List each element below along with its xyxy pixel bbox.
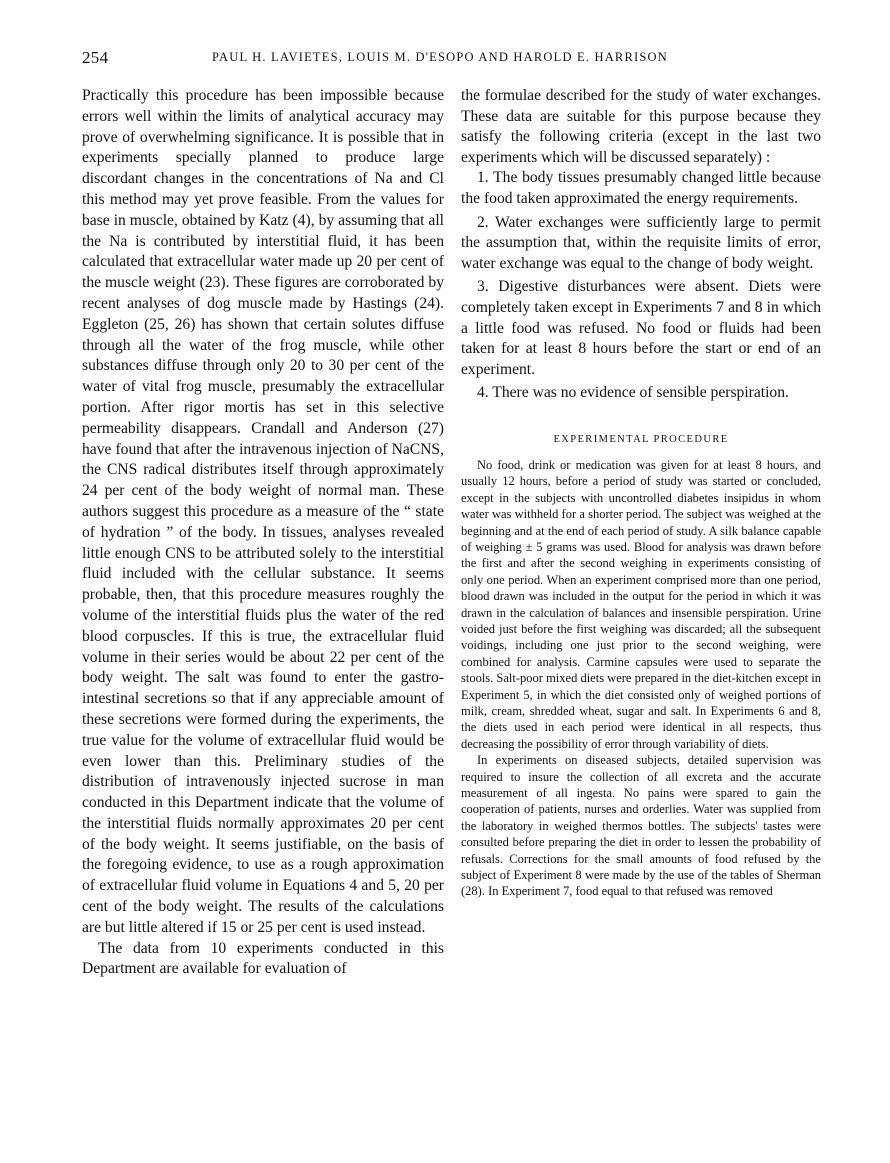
body-paragraph: The data from 10 experiments conducted in this Department are available for evaluation of xyxy=(82,939,444,978)
procedure-paragraph: In experiments on diseased subjects, detailed supervision was required to insure the collection of all excreta and the accurate measurement of all ingesta. No pains were spared to gain the cooperation of patients, nurses and orderlies. Water was supplied from the laboratory in weighed thermos bottles. The subjects' tastes were consulted before preparing the diet in order to lessen the probability of refusals. Corrections for the small amounts of food refused by the subject of Experiment 8 were made by the use of the tables of Sherman (28). In Experiment 7, food equal to that refused was removed xyxy=(461,753,821,899)
criterion-item: 1. The body tissues presumably changed little because the food taken approximated the energy requirements. xyxy=(461,169,821,207)
page-header xyxy=(82,48,822,72)
body-paragraph: Practically this procedure has been impossible because errors well within the limits of analytical accuracy may prove of overwhelming significance. It is possible that in experiments specially planned to produce large discordant changes in the concentrations of Na and Cl this method may yet prove feasible. From the values for base in muscle, obtained by Katz (4), by assuming that all the Na is contributed by interstitial fluid, it has been calculated that extracellular water made up 20 per cent of the muscle weight (23). These figures are corroborated by recent analyses of dog muscle made by Hastings (24). Eggleton (25, 26) has shown that certain solutes diffuse through all the water of the frog muscle, while other substances diffuse through only 20 to 30 per cent of the water of vital frog muscle, presumably the extracellular portion. After rigor mortis has set in this selective permeability disappears. Crandall and Anderson (27) have found that after the intravenous injection of NaCNS, the CNS radical distributes itself through approximately 24 per cent of the body weight of normal man. These authors suggest this procedure as a measure of the “ state of hydration ” of the body. In tissues, analyses revealed little enough CNS to be attributed solely to the interstitial fluid included with the cellular substance. It seems probable, then, that this procedure measures roughly the volume of the interstitial fluids plus the water of the red blood corpuscles. If this is true, the extracellular fluid volume in their series would be about 22 per cent of the body weight. The salt was found to enter the gastro-intestinal secretions so that if any appreciable amount of these secretions were formed during the experiments, the true value for the volume of extracellular fluid would be even lower than this. Preliminary studies of the distribution of intravenously injected sucrose in man conducted in this Department indicate that the volume of the interstitial fluids normally approximates 20 per cent of the body weight. It seems justifiable, on the basis of the foregoing evidence, to use as a rough approximation of extracellular fluid volume in Equations 4 and 5, 20 per cent of the body weight. The results of the calculations are but little altered if 15 or 25 per cent is used instead. xyxy=(82,87,444,936)
body-paragraph: the formulae described for the study of water exchanges. These data are suitable for this purpose because they satisfy the following criteria (except in the last two experiments which will be discussed separately) : xyxy=(461,87,821,166)
section-heading: EXPERIMENTAL PROCEDURE xyxy=(553,433,729,445)
left-column xyxy=(82,86,444,980)
page-number: 254 xyxy=(82,48,109,67)
procedure-paragraph: No food, drink or medication was given for at least 8 hours, and usually 12 hours, before a period of study was started or concluded, except in the subjects with uncontrolled diabetes insipidus in whom water was withheld for a shorter period. The subject was weighed at the beginning and at the end of each period of study. A silk balance capable of weighing ± 5 grams was used. Blood for analysis was drawn before the first and after the second weighing in experiments consisting of only one period. When an experiment comprised more than one period, blood drawn was included in the output for the period in which it was drawn in the calculation of balances and insensible perspiration. Urine voided just before the first weighing was discarded; all the subsequent voidings, including one just prior to the second weighing, were combined for analysis. Carmine capsules were used to separate the stools. Salt-poor mixed diets were prepared in the diet-kitchen except in Experiment 5, in which the diet consisted only of weighed portions of milk, cream, shredded wheat, sugar and salt. In Experiments 6 and 8, the diets used in each period were identical in all respects, thus decreasing the possibility of error through variability of diets. xyxy=(461,457,821,751)
criterion-item: 4. There was no evidence of sensible perspiration. xyxy=(477,384,789,402)
right-column xyxy=(461,86,821,900)
running-head: PAUL H. LAVIETES, LOUIS M. D'ESOPO AND HAROLD E. HARRISON xyxy=(212,50,668,64)
criterion-item: 2. Water exchanges were sufficiently large to permit the assumption that, within the requisite limits of error, water exchange was equal to the change of body weight. xyxy=(461,213,821,272)
criteria-list xyxy=(461,168,821,404)
criterion-item: 3. Digestive disturbances were absent. Diets were completely taken except in Experiments 7 and 8 in which a little food was refused. No food or fluids had been taken for at least 8 hours before the start or end of an experiment. xyxy=(461,278,821,378)
